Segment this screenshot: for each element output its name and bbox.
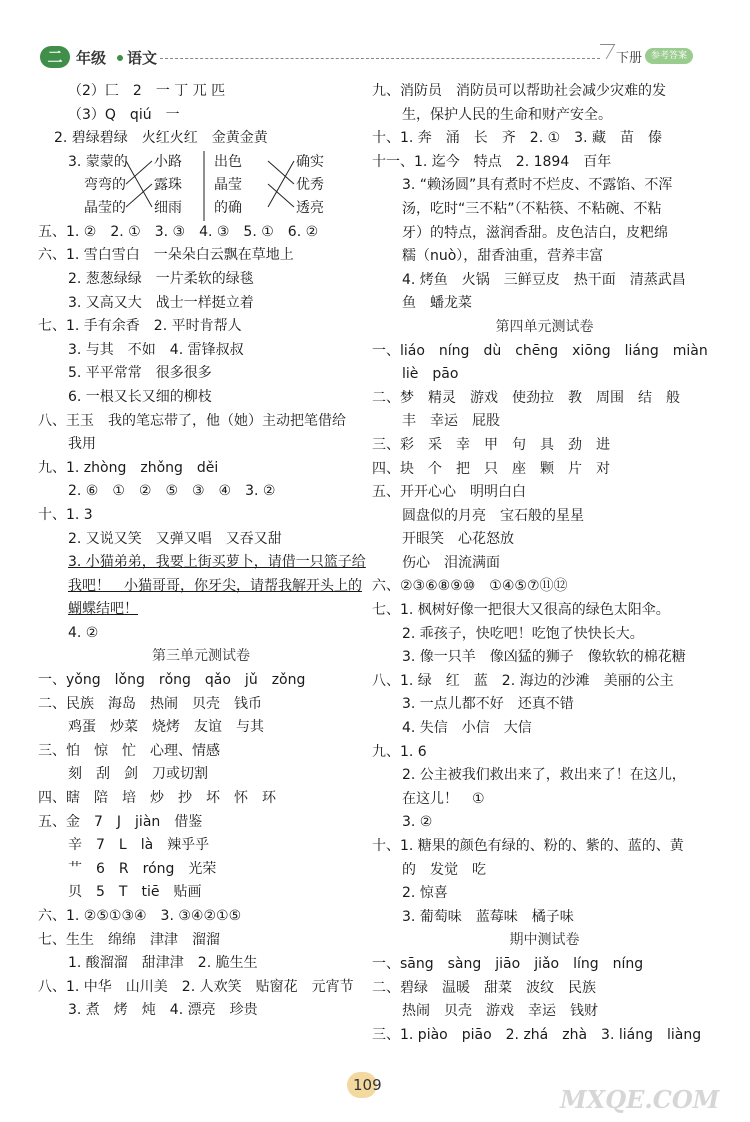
answer-line: 3. 小猫弟弟，我要上街买萝卜，请借一只篮子给	[68, 554, 366, 571]
answer-line: 四、块 个 把 只 座 颗 片 对	[372, 460, 610, 477]
answer-line: 3. 与其 不如 4. 雷锋叔叔	[68, 341, 244, 358]
match-item-d: 优秀	[296, 176, 324, 193]
page-header	[0, 0, 750, 72]
answer-line: 六、1. 雪白雪白 一朵朵白云飘在草地上	[38, 247, 294, 264]
answer-line: 3. 一点儿都不好 还真不错	[402, 696, 574, 713]
answer-line: 五、1. ② 2. ① 3. ③ 4. ③ 5. ① 6. ②	[38, 223, 319, 240]
grade-label: 年级	[76, 49, 107, 67]
answer-line: 3. 煮 烤 炖 4. 漂亮 珍贵	[68, 1002, 258, 1019]
answer-line: 我吧！ 小猫哥哥，你牙尖，请帮我解开头上的	[68, 577, 362, 594]
answer-line: 鸡蛋 炒菜 烧烤 友谊 与其	[68, 719, 264, 736]
answer-line: 十、1. 糖果的颜色有绿的、粉的、紫的、蓝的、黄	[372, 838, 684, 854]
section-title-midterm: 期中测试卷	[509, 932, 580, 949]
answer-line: 2. ⑥ ① ② ⑤ ③ ④ 3. ②	[68, 483, 276, 500]
left-column	[38, 80, 364, 1023]
watermark: MXQE.COM	[560, 1085, 720, 1114]
separator-dot-icon	[117, 55, 123, 61]
answer-line: 伤心 泪流满面	[402, 554, 500, 571]
answer-line: 八、1. 中华 山川美 2. 人欢笑 贴窗花 元宵节	[38, 978, 354, 995]
grade-badge: 二	[40, 46, 70, 68]
answer-line: 五、开开心心 明明白白	[372, 484, 526, 501]
answer-line: 三、1. piào piāo 2. zhá zhà 3. liáng liàng	[372, 1026, 702, 1043]
answer-line: 二、梦 精灵 游戏 使劲拉 教 周围 结 般	[372, 389, 680, 406]
answer-line: 七、1. 枫树好像一把很大又很高的绿色太阳伞。	[372, 602, 670, 619]
answer-line: 5. 平平常常 很多很多	[68, 365, 212, 382]
answer-line: 牙）的特点，滋润香甜。皮色洁白，皮粑绵	[402, 224, 668, 241]
header-rule	[160, 58, 600, 59]
answer-line: 4. 失信 小信 大信	[402, 720, 532, 737]
answer-line: 蝴蝶结吧！	[68, 601, 138, 618]
page-number: 109	[353, 1076, 382, 1094]
answer-line: 我用	[68, 436, 96, 453]
answer-line: 3. 葡萄味 蓝莓味 橘子味	[402, 908, 574, 925]
answer-line: liè pāo	[402, 366, 459, 383]
answer-line: 开眼笑 心花怒放	[402, 531, 514, 548]
match-item-c: 晶莹	[214, 176, 242, 193]
answer-line: 3. 又高又大 战士一样挺立着	[68, 294, 254, 311]
answer-line: 4. 烤鱼 火锅 三鲜豆皮 热干面 清蒸武昌	[402, 271, 686, 288]
answer-line: 十、1. 奔 涌 长 齐 2. ① 3. 藏 苗 傣	[372, 130, 662, 147]
answer-line: 在这儿！ ①	[402, 790, 485, 807]
match-item-c: 出色	[214, 153, 242, 170]
answer-line: 十一、1. 迄今 特点 2. 1894 百年	[372, 153, 612, 170]
answer-line: 七、生生 绵绵 津津 溜溜	[38, 931, 220, 948]
section-title-unit4: 第四单元测试卷	[495, 318, 594, 335]
answer-line: 八、1. 绿 红 蓝 2. 海边的沙滩 美丽的公主	[372, 672, 674, 689]
answer-line: 七、1. 手有余香 2. 平时肯帮人	[38, 318, 242, 335]
answer-line: 2. 碧绿碧绿 火红火红 金黄金黄	[54, 130, 268, 147]
answer-line: 圆盘似的月亮 宝石般的星星	[402, 507, 584, 524]
answer-line: 八、王玉 我的笔忘带了，他（她）主动把笔借给	[38, 412, 346, 429]
answer-line: 2. 惊喜	[402, 885, 448, 902]
match-item-a: 弯弯的	[84, 176, 126, 193]
answer-line: 2. 乖孩子，快吃吧！吃饱了快快长大。	[402, 625, 644, 642]
answer-line: 一、sāng sàng jiāo jiǎo líng níng	[372, 955, 644, 972]
answer-line: 1. 酸溜溜 甜津津 2. 脆生生	[68, 955, 258, 972]
match-item-a: 3. 蒙蒙的	[68, 153, 128, 170]
answer-line: 糯（nuò），甜香油重，营养丰富	[402, 248, 604, 265]
match-item-c: 的确	[214, 199, 242, 216]
answer-line: 九、1. 6	[372, 743, 427, 760]
answer-line: 六、1. ②⑤①③④ 3. ③④②①⑤	[38, 908, 242, 924]
answer-line: 一、yǒng lǒng rǒng qǎo jǔ zǒng	[38, 672, 306, 689]
subject-label: 语文	[127, 49, 158, 67]
volume-label: 下册	[616, 51, 643, 66]
answer-line: 艹 6 R róng 光荣	[68, 860, 217, 877]
match-item-d: 确实	[296, 153, 324, 170]
answer-line: 三、怕 惊 忙 心理、情感	[38, 742, 220, 759]
matching-exercise	[68, 151, 364, 221]
answer-line: 3. ②	[402, 814, 433, 831]
answer-line: 生，保护人民的生命和财产安全。	[402, 106, 612, 123]
answer-line: 辛 7 L là 辣乎乎	[68, 837, 210, 854]
match-item-a: 晶莹的	[84, 199, 126, 216]
match-item-d: 透亮	[296, 199, 324, 216]
answer-line: 3. 像一只羊 像凶猛的狮子 像软软的棉花糖	[402, 649, 686, 666]
answer-line: 三、彩 采 幸 甲 句 具 劲 进	[372, 436, 610, 453]
answer-line: 的 发觉 吃	[402, 861, 486, 878]
answer-line: 3. “赖汤圆”具有煮时不烂皮、不露馅、不浑	[402, 177, 673, 194]
answer-line: 4. ②	[68, 624, 99, 641]
answer-line: （2）匚 2 一 丁 兀 匹	[68, 83, 226, 99]
answer-line: 一、liáo níng dù chēng xiōng liáng miàn	[372, 342, 708, 359]
answer-line: 贝 5 T tiē 贴画	[68, 884, 202, 901]
answer-line: 6. 一根又长又细的柳枝	[68, 388, 212, 405]
answer-line: 2. 又说又笑 又弹又唱 又吞又甜	[68, 530, 282, 547]
answer-line: 2. 葱葱绿绿 一片柔软的绿毯	[68, 270, 254, 287]
match-item-b: 细雨	[154, 199, 182, 216]
answer-line: 丰 幸运 屁股	[402, 413, 500, 430]
answer-line: 四、瞎 陪 培 炒 抄 坏 怀 环	[38, 790, 276, 807]
answer-line: 六、②③⑥⑧⑨⑩ ①④⑤⑦⑪⑫	[372, 578, 568, 595]
answer-line: 五、金 7 J jiàn 借鉴	[38, 813, 203, 830]
header-rule-end	[592, 44, 616, 59]
answer-line: 九、消防员 消防员可以帮助社会减少灾难的发	[372, 83, 666, 99]
section-title-unit3: 第三单元测试卷	[152, 648, 250, 665]
answer-line: 2. 公主被我们救出来了，救出来了！在这儿，	[402, 767, 686, 784]
answer-line: 二、碧绿 温暖 甜菜 波纹 民族	[372, 979, 596, 996]
answer-line: 十、1. 3	[38, 506, 93, 523]
answer-tag: 参考答案	[645, 48, 693, 64]
answer-line: 二、民族 海岛 热闹 贝壳 钱币	[38, 695, 262, 712]
answer-line: （3）Q qiú 一	[68, 106, 180, 123]
right-column	[372, 80, 717, 1047]
answer-line: 热闹 贝壳 游戏 幸运 钱财	[402, 1003, 598, 1020]
answer-line: 汤，吃时“三不粘”（不粘筷、不粘碗、不粘	[402, 200, 662, 217]
answer-line: 刻 刮 剑 刀或切割	[68, 766, 208, 783]
match-item-b: 露珠	[154, 176, 182, 193]
answer-line: 九、1. zhòng zhǒng děi	[38, 459, 219, 476]
match-item-b: 小路	[154, 153, 182, 170]
answer-line: 鱼 蟠龙菜	[402, 295, 472, 312]
